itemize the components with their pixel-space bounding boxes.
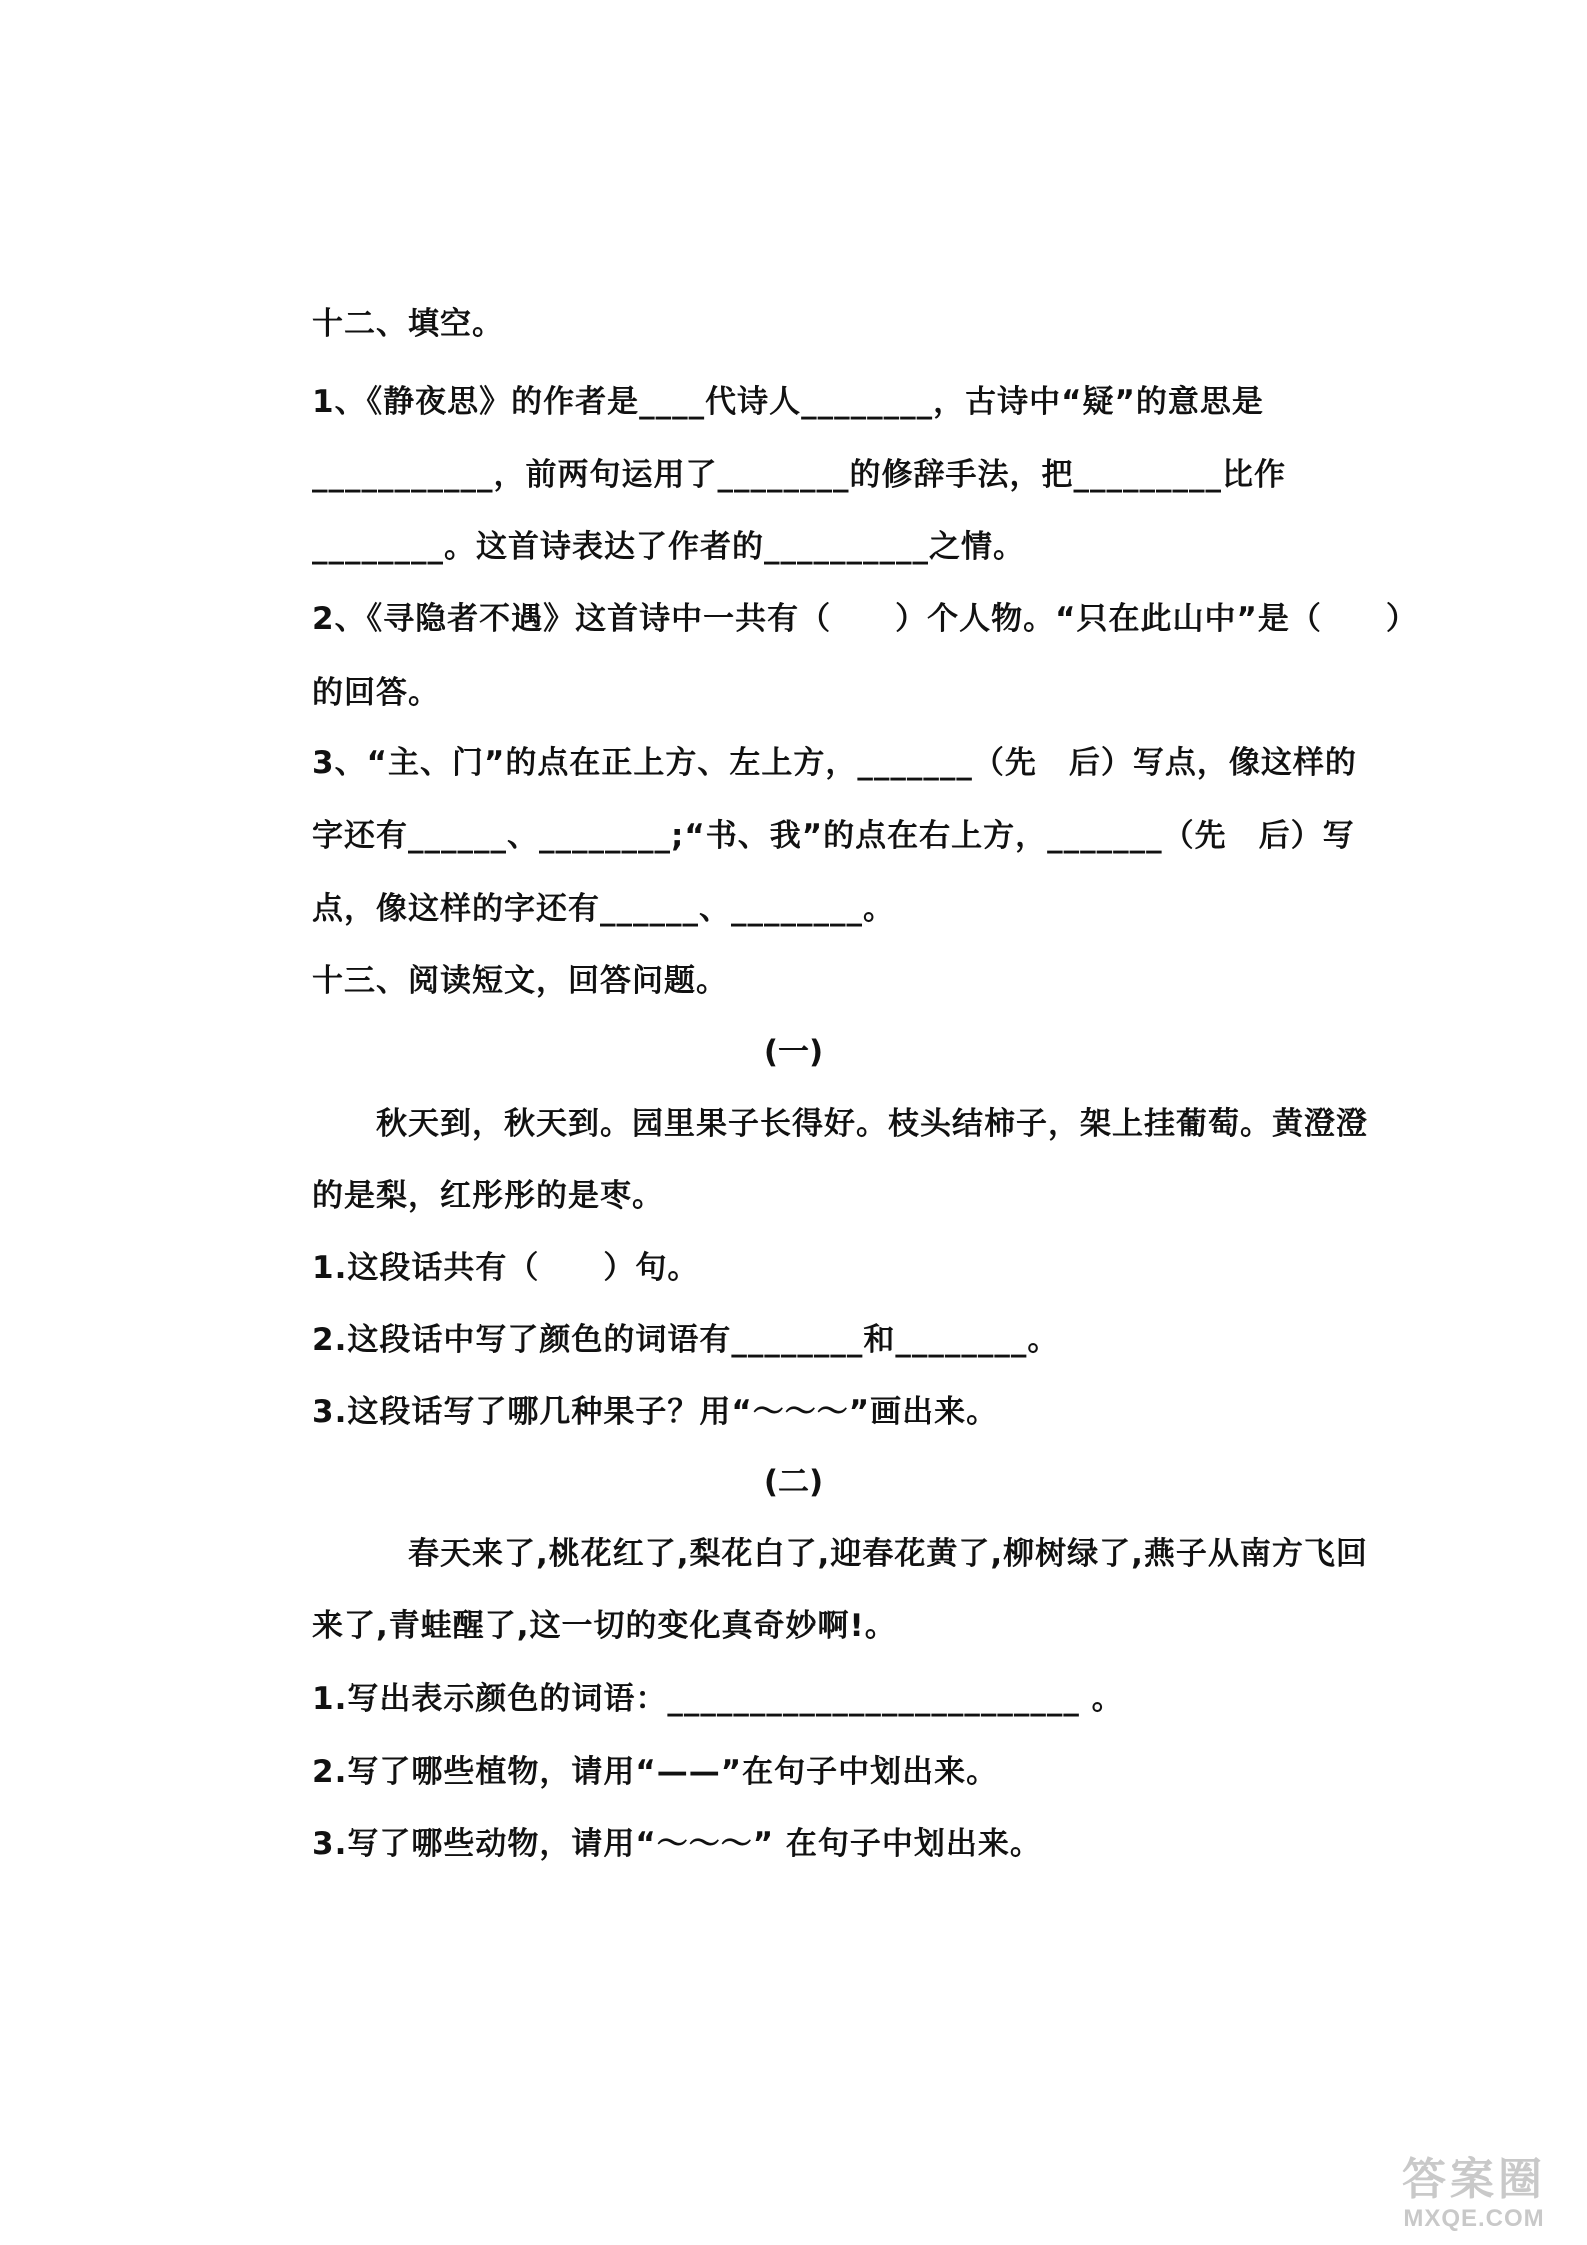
section-13-title: 十三、阅读短文，回答问题。 xyxy=(312,963,728,999)
part-1-question-1: 1.这段话共有（ ）句。 xyxy=(312,1250,700,1286)
part-1-heading: (一) xyxy=(763,1034,824,1070)
question-3-line-2: 字还有______、________;“书、我”的点在右上方，_______（先 后）写 xyxy=(312,818,1355,854)
part-1-question-3: 3.这段话写了哪几种果子？用“～～～”画出来。 xyxy=(312,1394,999,1430)
question-1-line-1: 1、《静夜思》的作者是____代诗人________，古诗中“疑”的意思是 xyxy=(312,384,1264,420)
site-watermark xyxy=(1389,2155,1559,2233)
part-1-question-2: 2.这段话中写了颜色的词语有________和________。 xyxy=(312,1322,1060,1358)
part-2-passage-line-2: 来了,青蛙醒了,这一切的变化真奇妙啊!。 xyxy=(312,1608,897,1644)
part-1-passage-line-2: 的是梨，红彤彤的是枣。 xyxy=(312,1178,664,1214)
question-3-line-1: 3、“主、门”的点在正上方、左上方，_______（先 后）写点，像这样的 xyxy=(312,745,1357,781)
part-2-heading: (二) xyxy=(763,1464,824,1500)
question-2-line-2: 的回答。 xyxy=(312,675,440,711)
part-2-question-2: 2.写了哪些植物，请用“——”在句子中划出来。 xyxy=(312,1754,999,1790)
watermark-url: MXQE.COM xyxy=(1403,2205,1545,2232)
question-1-line-2: ___________，前两句运用了________的修辞手法，把_________比作 xyxy=(312,457,1286,493)
part-1-passage-line-1: 秋天到，秋天到。园里果子长得好。枝头结柿子，架上挂葡萄。黄澄澄 xyxy=(376,1106,1368,1142)
question-3-line-3: 点，像这样的字还有______、________。 xyxy=(312,891,895,927)
question-2-line-1: 2、《寻隐者不遇》这首诗中一共有（ ）个人物。“只在此山中”是（ ） xyxy=(312,601,1418,637)
section-12-title: 十二、填空。 xyxy=(312,306,504,342)
part-2-passage-line-1: 春天来了,桃花红了,梨花白了,迎春花黄了,柳树绿了,燕子从南方飞回 xyxy=(408,1536,1368,1572)
part-2-question-1: 1.写出表示颜色的词语：_________________________ 。 xyxy=(312,1681,1124,1717)
question-1-line-3: ________。这首诗表达了作者的__________之情。 xyxy=(312,529,1025,565)
watermark-logo-text: 答案圈 xyxy=(1402,2155,1546,2204)
part-2-question-3: 3.写了哪些动物，请用“～～～” 在句子中划出来。 xyxy=(312,1826,1042,1862)
